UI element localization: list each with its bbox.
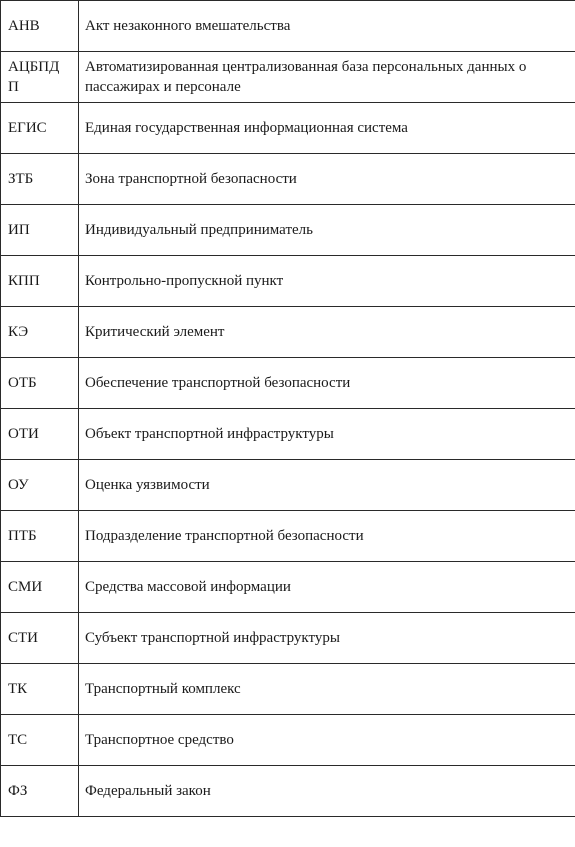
definition-cell: Критический элемент [79,307,575,358]
definition-cell: Подразделение транспортной безопасности [79,511,575,562]
abbreviation-cell: ОУ [1,460,79,511]
table-row [1,256,575,307]
definition-cell: Федеральный закон [79,766,575,817]
definition-cell: Транспортное средство [79,715,575,766]
abbreviations-table-body [1,1,575,817]
abbreviation-cell: ТС [1,715,79,766]
table-row [1,613,575,664]
abbreviation-cell: СТИ [1,613,79,664]
table-row [1,511,575,562]
abbreviation-cell: ИП [1,205,79,256]
table-row [1,52,575,103]
definition-cell: Автоматизированная централизованная база персональных данных о пассажирах и персонале [79,52,575,103]
definition-cell: Контрольно-пропускной пункт [79,256,575,307]
abbreviation-cell: АНВ [1,1,79,52]
abbreviation-cell: КЭ [1,307,79,358]
abbreviation-cell: СМИ [1,562,79,613]
definition-cell: Зона транспортной безопасности [79,154,575,205]
definition-cell: Индивидуальный предприниматель [79,205,575,256]
definition-cell: Объект транспортной инфраструктуры [79,409,575,460]
abbreviation-cell: КПП [1,256,79,307]
definition-cell: Средства массовой информации [79,562,575,613]
abbreviation-cell: ФЗ [1,766,79,817]
table-row [1,358,575,409]
table-row [1,460,575,511]
table-row [1,562,575,613]
table-row [1,307,575,358]
table-row [1,664,575,715]
abbreviation-cell: ОТИ [1,409,79,460]
abbreviation-cell: ОТБ [1,358,79,409]
definition-cell: Оценка уязвимости [79,460,575,511]
abbreviation-cell: ЗТБ [1,154,79,205]
table-row [1,1,575,52]
table-row [1,154,575,205]
table-row [1,103,575,154]
definition-cell: Обеспечение транспортной безопасности [79,358,575,409]
abbreviation-cell: ТК [1,664,79,715]
definition-cell: Транспортный комплекс [79,664,575,715]
definition-cell: Акт незаконного вмешательства [79,1,575,52]
definition-cell: Субъект транспортной инфраструктуры [79,613,575,664]
definition-cell: Единая государственная информационная система [79,103,575,154]
table-row [1,766,575,817]
table-row [1,409,575,460]
table-row [1,205,575,256]
table-row [1,715,575,766]
abbreviation-cell: АЦБПД П [1,52,79,103]
abbreviation-cell: ПТБ [1,511,79,562]
abbreviation-cell: ЕГИС [1,103,79,154]
